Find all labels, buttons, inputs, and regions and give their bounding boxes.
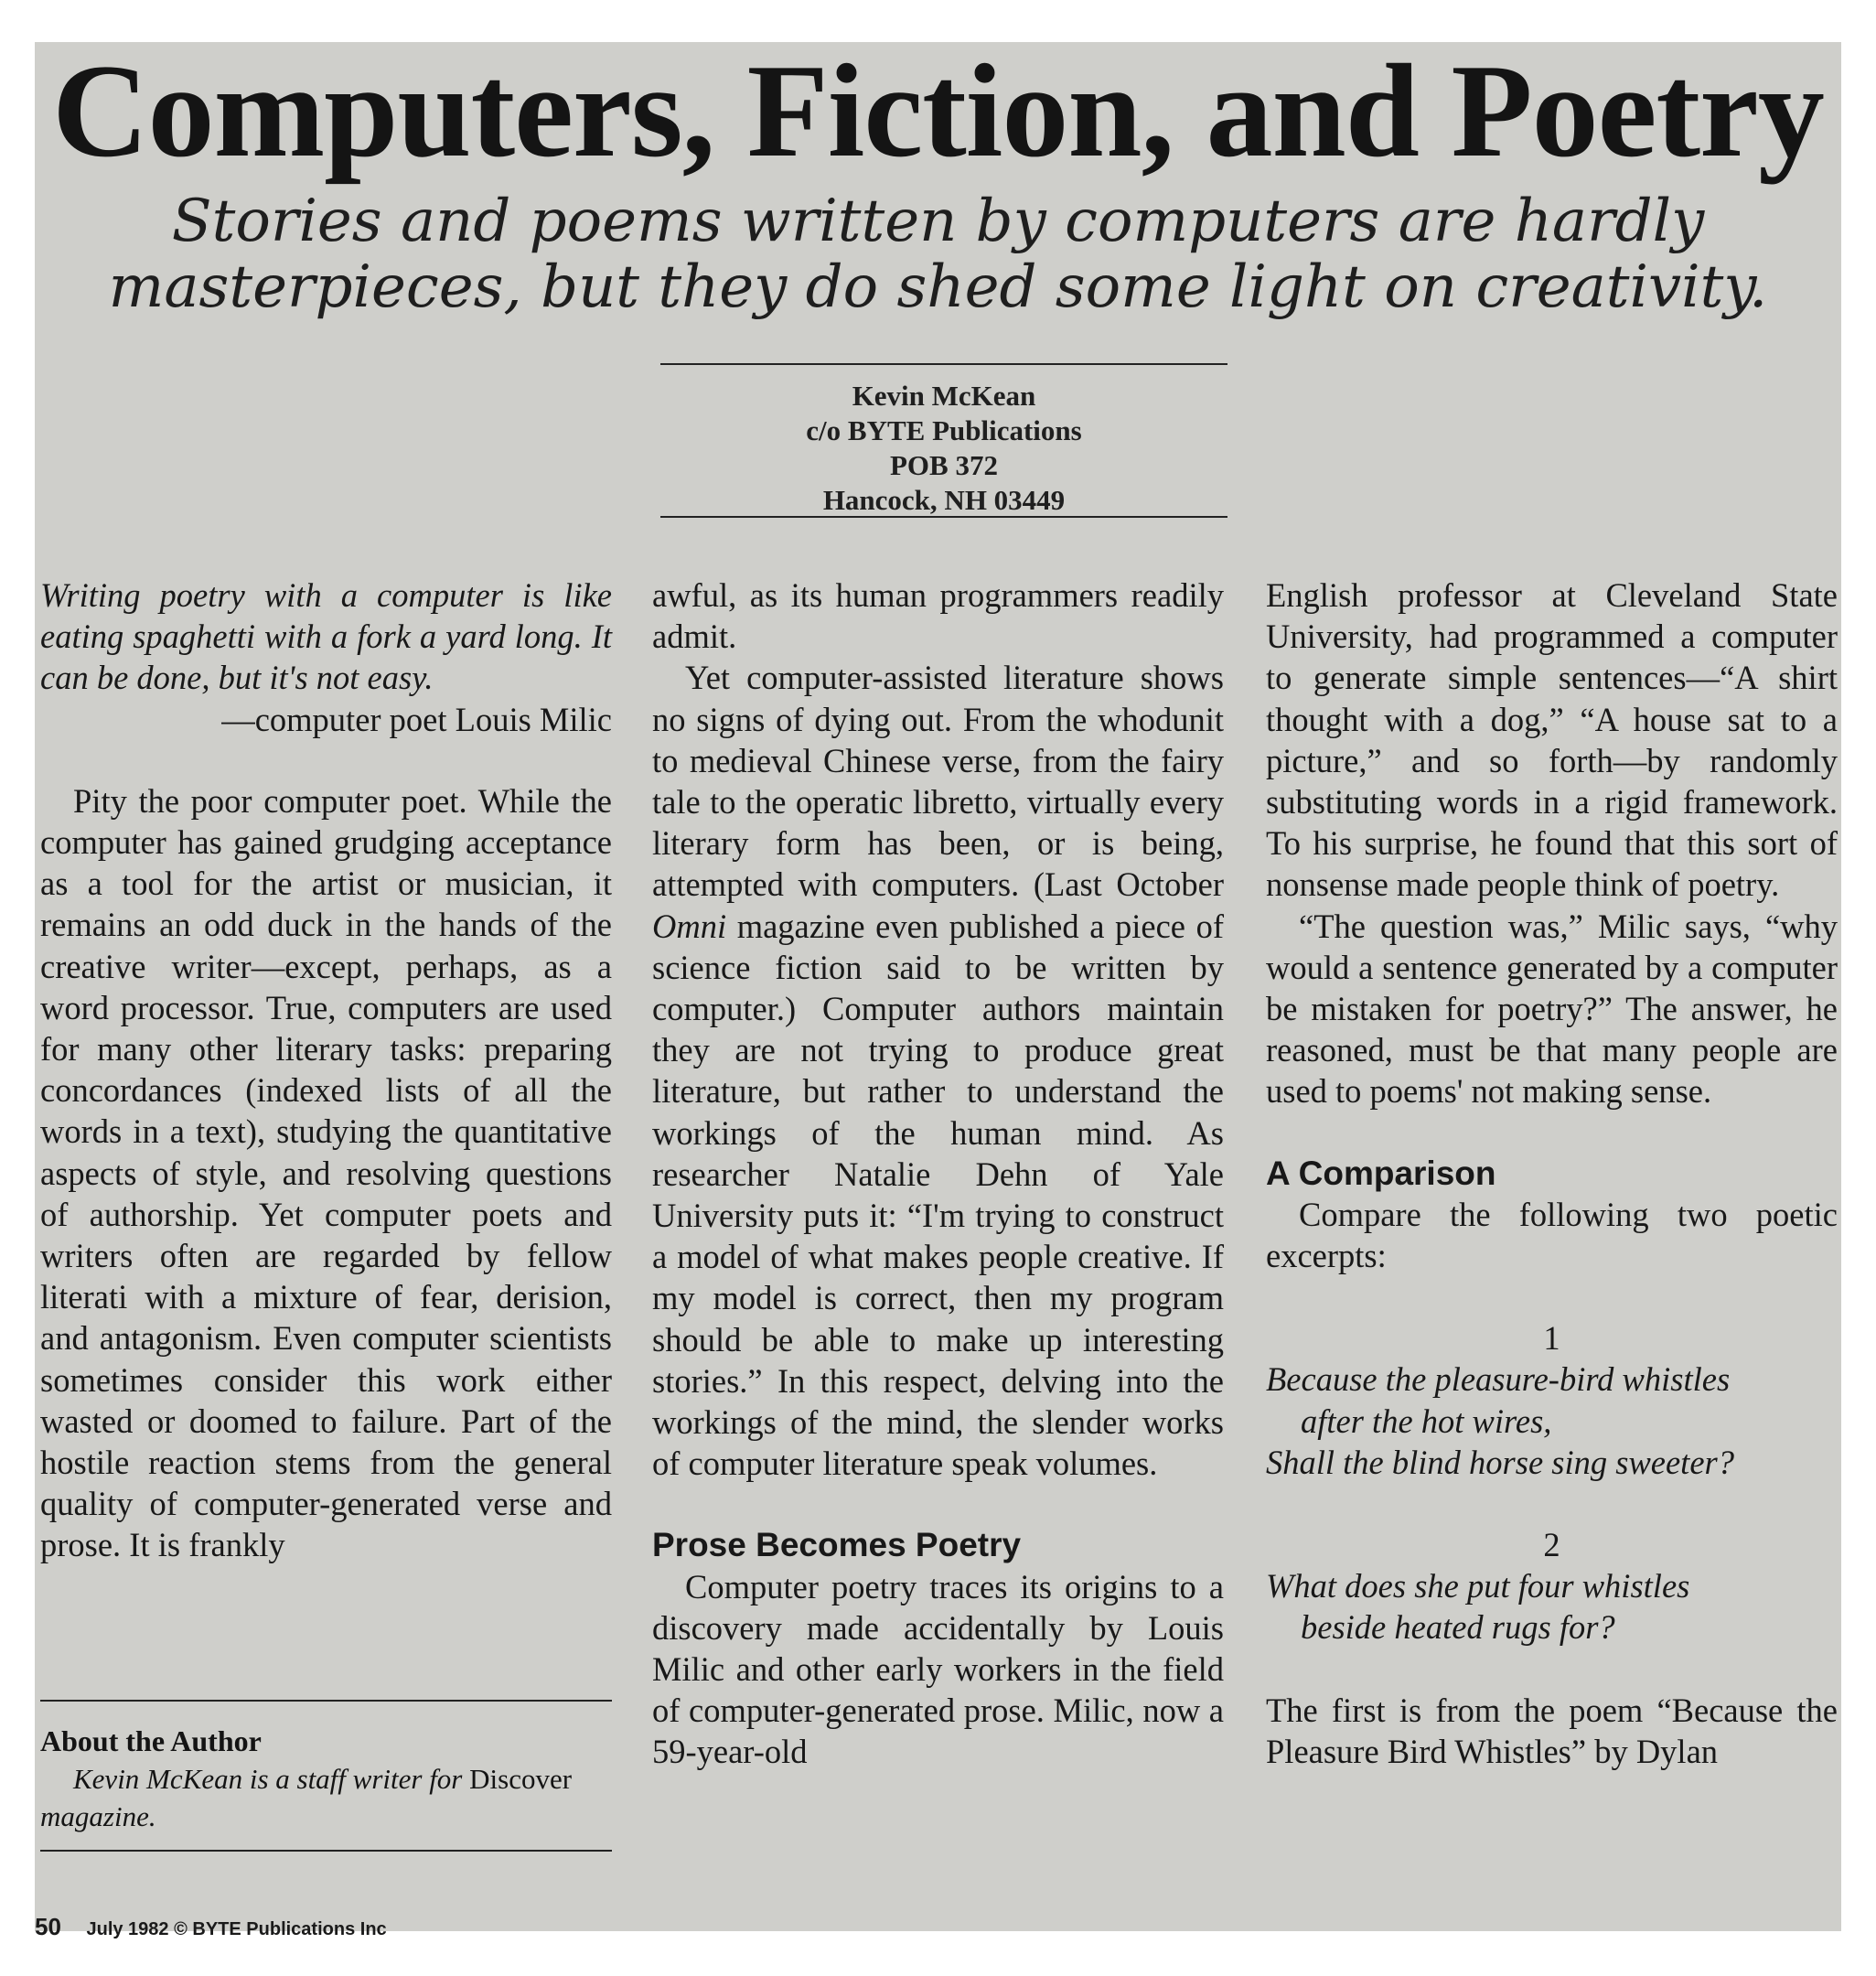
poem-excerpt-2 — [1266, 1524, 1838, 1648]
poem-line: What does she put four whistles — [1266, 1567, 1690, 1606]
poem-line: after the hot wires, — [1301, 1401, 1552, 1440]
page-number: 50 — [35, 1913, 61, 1940]
poem-line: Shall the blind horse sing sweeter? — [1266, 1443, 1734, 1481]
deck-line-1: Stories and poems written by computers are hardly — [171, 188, 1705, 255]
deck-line-2: masterpieces, but they do shed some light on creativity. — [108, 253, 1768, 321]
magazine-name: Omni — [652, 907, 727, 945]
body-text: magazine even published a piece of science fiction said to be written by computer.) Computer authors maintain they are not trying to produce great literature, but rather to understand the workings of the human mind. As researcher Natalie Dehn of Yale University puts it: “I'm trying to construct a model of what makes people creative. If my model is correct, then my program should be able to make up interesting stories.” In this respect, delving into the workings of the mind, the slender works of computer literature speak volumes. — [652, 907, 1224, 1483]
author-address-line-2: POB 372 — [890, 449, 998, 481]
body-text: Yet computer-assisted literature shows no signs of dying out. From the whodunit to medieval Chinese verse, from the fairy tale to the operatic libretto, virtually every literary form has been, or is being, attempted with computers. (Last October — [652, 659, 1224, 904]
author-address-line-3: Hancock, NH 03449 — [822, 484, 1066, 516]
author-address-line-1: c/o BYTE Publications — [806, 414, 1082, 446]
footer-credit: July 1982 © BYTE Publications Inc — [86, 1919, 387, 1939]
epigraph-text: Writing poetry with a computer is like eating spaghetti with a fork a yard long. It can be done, but it's not easy. — [40, 576, 612, 697]
body-paragraph: awful, as its human programmers readily admit. — [652, 576, 1224, 656]
body-paragraph: English professor at Cleveland State University, had programmed a computer to generate simple sentences—“A shirt thought with a dog,” “A house sat to a picture,” and so forth—by randomly substituting words in a rigid framework. To his surprise, he found that this sort of nonsense made people think of poetry. — [1266, 576, 1838, 904]
page-footer — [35, 1913, 387, 1941]
section-heading: A Comparison — [1266, 1154, 1496, 1192]
poem-number: 2 — [1543, 1526, 1560, 1564]
about-top-rule — [40, 1700, 612, 1702]
epigraph — [40, 575, 612, 738]
poem-excerpt-1 — [1266, 1317, 1838, 1483]
article-title: Computers, Fiction, and Poetry — [52, 37, 1824, 185]
magazine-page — [35, 37, 1841, 1940]
poem-number: 1 — [1543, 1319, 1560, 1358]
body-paragraph: Pity the poor computer poet. While the computer has gained grudging acceptance as a tool for the artist or musician, it remains an odd duck in the hands of the creative writer—except, perhaps, as a word processor. True, computers are used for many other literary tasks: preparing concordances (indexed lists of all the words in a text), studying the quantitative aspects of style, and resolving questions of authorship. Yet computer poets and writers often are regarded by fellow literati with a mixture of fear, derision, and antagonism. Even computer scientists sometimes consider this work either wasted or doomed to failure. Part of the hostile reaction stems from the general quality of computer-generated verse and prose. It is frankly — [40, 781, 612, 1564]
body-paragraph: Computer poetry traces its origins to a discovery made accidentally by Louis Milic and other early workers in the field of computer-generated prose. Milic, now a 59-year-old — [652, 1567, 1224, 1771]
section-heading: Prose Becomes Poetry — [652, 1526, 1022, 1564]
byline — [660, 379, 1227, 518]
column-2 — [652, 575, 1224, 1773]
column-3 — [1266, 575, 1838, 1772]
about-text — [40, 1760, 612, 1835]
about-text-a: Kevin McKean is a staff writer for — [73, 1763, 463, 1795]
column-1 — [40, 575, 612, 1566]
author-name: Kevin McKean — [852, 380, 1036, 412]
about-text-b: Discover — [469, 1763, 573, 1795]
body-paragraph: The first is from the poem “Because the Pleasure Bird Whistles” by Dylan — [1266, 1691, 1838, 1770]
about-bottom-rule — [40, 1850, 612, 1852]
about-the-author — [40, 1723, 612, 1835]
body-paragraph — [652, 657, 1224, 1484]
about-text-c: magazine. — [40, 1800, 156, 1832]
byline-top-rule — [660, 363, 1227, 365]
poem-line: Because the pleasure-bird whistles — [1266, 1360, 1731, 1399]
body-paragraph: “The question was,” Milic says, “why would a sentence generated by a computer be mistaken for poetry?” The answer, he reasoned, must be that many people are used to poems' not making sense. — [1266, 907, 1838, 1111]
byline-bottom-rule — [660, 516, 1227, 518]
epigraph-attribution: —computer poet Louis Milic — [221, 700, 612, 738]
body-paragraph: Compare the following two poetic excerpts: — [1266, 1195, 1838, 1275]
article-deck — [35, 188, 1841, 320]
poem-line: beside heated rugs for? — [1301, 1608, 1615, 1647]
about-heading: About the Author — [40, 1724, 262, 1757]
